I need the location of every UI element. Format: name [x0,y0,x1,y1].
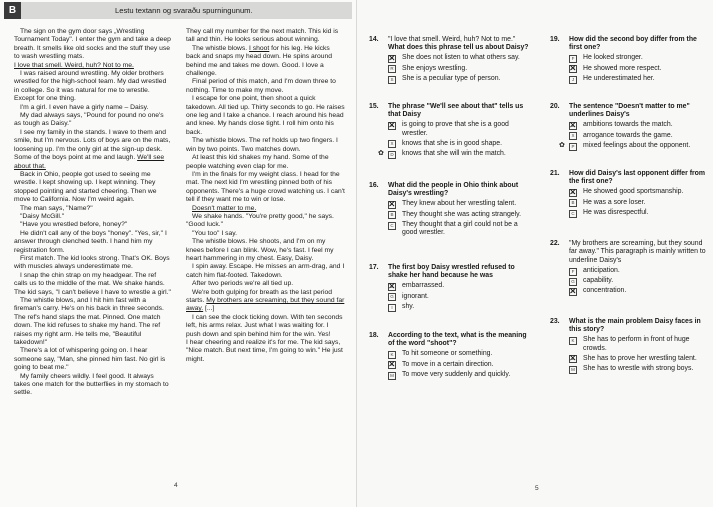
answer-option[interactable] [550,287,710,296]
question-number: 22. [550,240,560,247]
question-19 [550,36,710,84]
paragraph-text: I can see the clock ticking down. With ten seconds left, his arms relax. Just what I was waiting for. I push down and spin behind him for the win. Yes! [186,313,343,338]
option-text: She does not listen to what others say. [402,54,520,62]
question-text [569,318,710,335]
question-21 [550,170,710,218]
story-paragraph [14,62,171,70]
answer-option[interactable] [550,54,710,63]
question-text [388,264,529,281]
checked-checkbox[interactable]: A ✕ [388,201,396,209]
option-text: He showed good sportsmanship. [583,188,684,196]
answer-option[interactable] [369,65,529,74]
option-text: He was disrespectful. [583,208,649,216]
underlined-phrase: I shoot [249,44,270,52]
story-column-1 [14,28,171,398]
question-header [550,240,710,265]
checkbox[interactable]: S [388,76,396,84]
checked-checkbox[interactable]: H ✕ [569,65,577,73]
question-stem: The sentence "Doesn't matter to me" underlines Daisy's [569,103,690,119]
checked-checkbox[interactable]: K ✕ [569,189,577,197]
question-stem: How did Daisy's last opponent differ from the first one? [569,170,706,186]
story-paragraph [186,78,345,95]
story-paragraph [14,347,171,372]
underlined-phrase: We'll see about that. [14,154,165,170]
question-number: 19. [550,36,560,43]
question-text [388,332,529,349]
option-text: shy. [402,302,415,310]
question-text [569,103,710,120]
paragraph-text: "Daisy McGill." [20,212,65,220]
option-text: She has to prove her wrestling talent. [583,354,697,362]
checkbox[interactable]: B [569,199,577,207]
section-badge: B [4,2,21,19]
story-paragraph [14,297,171,347]
story-paragraph [14,28,171,62]
answer-option[interactable] [369,54,529,63]
checkbox[interactable]: F [569,268,577,276]
paragraph-text: They call my number for the next match. This kid is tall and thin. He looks serious about winning. [186,28,339,44]
checked-checkbox[interactable]: X ✕ [388,122,396,130]
story-paragraph [14,205,171,213]
option-text: capability. [583,277,614,285]
paragraph-text: [...] [203,305,215,313]
story-paragraph [186,263,345,280]
story-paragraph [186,45,345,79]
option-text: anticipation. [583,266,620,274]
paragraph-text: After two periods we're all tied up. [192,280,294,288]
story-paragraph [14,230,171,255]
question-number: 17. [369,264,379,271]
answer-option[interactable] [369,75,529,84]
answer-option[interactable] [369,200,529,209]
option-text: knows that she is in good shape. [402,139,502,147]
story-paragraph [14,255,171,272]
answer-option[interactable] [550,75,710,84]
option-text: He showed more respect. [583,64,662,72]
question-stem: The phrase "We'll see about that" tells us that Daisy [388,103,524,119]
question-20 [550,103,710,151]
question-stem: The first boy Daisy wrestled refused to shake her hand because he was [388,264,515,280]
answer-option[interactable] [369,303,529,312]
option-text: To hit someone or something. [402,350,493,358]
option-text: She has to wrestle with strong boys. [583,364,694,372]
underlined-phrase: My brothers are screaming, but they sound far away. [186,297,345,313]
question-text [388,103,529,120]
story-paragraph [186,280,345,288]
checkbox[interactable]: M [569,366,577,374]
checkbox[interactable]: K [388,351,396,359]
story-paragraph [14,272,171,297]
checkbox[interactable]: P [569,143,577,151]
option-text: ambitions towards the match. [583,121,673,129]
story-paragraph [14,171,171,205]
story-paragraph [186,205,345,213]
story-paragraph [186,230,345,238]
story-paragraph [14,373,171,398]
answer-option[interactable] [369,221,529,238]
question-stem: "I love that smell. Weird, huh? Not to me." [388,36,516,43]
question-number: 23. [550,318,560,325]
question-subtext: What does this phrase tell us about Daisy? [388,44,529,52]
answer-option[interactable] [550,209,710,218]
paragraph-text: There's a lot of whispering going on. I hear someone say, "Man, she pinned him fast. No girl is going to beat me." [14,347,166,372]
paragraph-text: The whistle blows. He shoots, and I'm on my knees before I can blink. Wow, he's fast. I feel my heart hammering in my chest. Easy, Daisy. [186,238,334,262]
question-stem: How did the second boy differ from the first one? [569,36,697,52]
paragraph-text: The whistle blows. [192,44,250,52]
question-header [369,332,529,349]
paragraph-text: "You too" I say. [192,229,237,237]
question-header [369,36,529,53]
paragraph-text: We shake hands. "You're pretty good," he says. "Good luck." [186,212,334,229]
checkbox[interactable]: R [388,65,396,73]
question-text [388,182,529,199]
question-header [550,36,710,53]
paragraph-text: He didn't call any of the boys "honey". "Yes, sir," I answer through clenched teeth. I hand him my registration form. [14,229,167,254]
story-paragraph [14,104,171,112]
paragraph-text: The man says, "Name?" [20,204,93,212]
question-header [369,103,529,120]
story-paragraph [14,112,171,129]
answer-option[interactable] [369,293,529,302]
question-text [569,240,710,265]
paragraph-text: The whistle blows, and I hit him fast with a fireman's carry. He's on his back in three seconds. The ref's hand slaps the mat. Pinned. One match down. The kid refuses to shake my hand. The ref raises my right arm. He tells me, "Beautiful takedown!" [14,297,164,347]
checked-checkbox[interactable]: E ✕ [388,283,396,291]
option-text: mixed feelings about the opponent. [583,141,691,149]
paragraph-text: I was raised around wrestling. My older brothers wrestled for the high-school team. My dad wrestled in college. So it was natural for me to wrestle. Except for one thing. [14,70,167,103]
question-stem: According to the text, what is the meaning of the word "shoot"? [388,332,527,348]
paragraph-text: I hear cheering and realize it's for me. The kid says, "Nice match. But next time, I'm going to win." He just might. [186,339,343,363]
checked-checkbox[interactable]: P ✕ [388,55,396,63]
answer-option[interactable] [550,65,710,74]
question-22 [550,240,710,296]
answer-option[interactable] [369,282,529,291]
answer-option[interactable] [550,142,710,151]
underlined-phrase: Doesn't matter to me. [192,204,257,212]
answer-option[interactable] [369,121,529,138]
option-text: embarrassed. [402,282,445,290]
option-text: She enjoys wrestling. [402,64,468,72]
story-paragraph [186,339,345,364]
answer-option[interactable] [369,371,529,380]
checkbox[interactable]: J [569,76,577,84]
checked-checkbox[interactable]: L ✕ [569,355,577,363]
option-text: arrogance towards the game. [583,131,673,139]
question-number: 14. [369,36,379,43]
paragraph-text: I spin away. Escape. He misses an arm-drag, and I catch him flat-footed. Takedown. [186,263,345,279]
paragraph-text: for his leg. He kicks back and snaps my head down. He spins around behind me and takes me down. Good. I love a challenge. [186,44,332,78]
flower-mark-icon: ✿ [559,141,565,149]
answer-option[interactable] [550,365,710,374]
story-paragraph [186,137,345,154]
question-text [569,36,710,53]
paragraph-text: The sign on the gym door says „Wrestling Tournament Today". I enter the gym and take a deep breath. It smells like old socks and the stuff they use to wash wrestling mats. [14,28,171,61]
story-paragraph [186,95,345,137]
option-text: concentration. [583,287,627,295]
question-17 [369,264,529,312]
paragraph-text: I escape for one point, then shoot a quick takedown. All tied up. Thirty seconds to go. He raises one leg and I take a chance. I reach around his head and knee. My hands close tight. I roll him onto his back. [186,95,345,136]
question-number: 16. [369,182,379,189]
question-header [369,182,529,199]
paragraph-text: My dad always says, "Pound for pound no one's as tough as Daisy." [14,112,164,128]
question-18 [369,332,529,380]
question-header [550,318,710,335]
story-paragraph [186,171,345,205]
story-paragraph [14,213,171,221]
right-page [356,0,713,507]
paragraph-text: At least this kid shakes my hand. Some of the people watching even clap for me. [186,154,329,170]
story-paragraph [186,289,345,314]
question-23 [550,318,710,374]
paragraph-text: We're both gulping for breath as the last period starts. [186,288,332,304]
option-text: She has to perform in front of huge crowds. [583,336,690,352]
question-number: 15. [369,103,379,110]
checkbox[interactable]: B [388,211,396,219]
option-text: They thought she was acting strangely. [402,210,521,218]
page-number-right: 5 [535,485,539,492]
option-text: They knew about her wrestling talent. [402,200,517,208]
answer-option[interactable] [369,361,529,370]
checked-checkbox[interactable]: H ✕ [569,288,577,296]
paragraph-text: Back in Ohio, people got used to seeing me wrestle. I kept showing up. I kept winning. They stopped pointing and started cheering. Then we move to California. Now I'm weird again. [14,170,157,204]
checkbox[interactable]: G [388,293,396,301]
story-paragraph [186,238,345,263]
story-column-2 [186,28,345,364]
question-14 [369,36,529,84]
paragraph-text: The whistle blows. The ref holds up two fingers. I win by two points. Two matches down. [186,137,338,153]
question-number: 18. [369,332,379,339]
paragraph-text: I snap the chin strap on my headgear. The ref calls us to the middle of the mat. We shake hands. The kid says, "I can't believe I have to wrestle a girl." [14,271,171,296]
story-paragraph [186,314,345,339]
answer-option[interactable] [550,188,710,197]
checked-checkbox[interactable]: K ✕ [388,361,396,369]
question-stem: What is the main problem Daisy faces in this story? [569,318,701,334]
answer-option[interactable] [550,336,710,353]
paragraph-text: "Have you wrestled before, honey?" [20,221,128,229]
section-instruction: Lestu textann og svaraðu spurningunum. [115,6,253,15]
page-number-left: 4 [174,482,178,489]
checked-checkbox[interactable]: L ✕ [569,122,577,130]
left-page [0,0,356,507]
option-text: To move very suddenly and quickly. [402,370,511,378]
checkbox[interactable]: K [569,337,577,345]
checkbox[interactable]: X [569,132,577,140]
checkbox[interactable]: F [569,55,577,63]
checkbox[interactable]: X [388,140,396,148]
flower-mark-icon: ✿ [378,149,384,157]
checkbox[interactable]: G [569,278,577,286]
option-text: They thought that a girl could not be a good wrestler. [402,220,518,237]
paragraph-text: My family cheers wildly. I feel good. It always takes one match for the butterflies in my stomach to settle. [14,372,169,397]
answer-option[interactable] [550,199,710,208]
question-number: 20. [550,103,560,110]
question-stem: What did the people in Ohio think about Daisy's wrestling? [388,182,519,198]
option-text: ignorant. [402,292,429,300]
answer-option[interactable] [550,355,710,364]
question-15 [369,103,529,159]
answer-option[interactable] [550,121,710,130]
question-header [550,170,710,187]
answer-option[interactable] [550,267,710,276]
question-header [369,264,529,281]
story-paragraph [186,213,345,230]
underlined-phrase: I love that smell. Weird, huh? Not to me. [14,61,134,69]
option-text: knows that she will win the match. [402,149,506,157]
story-paragraph [14,70,171,104]
story-paragraph [14,129,171,171]
answer-option[interactable] [550,277,710,286]
checkbox[interactable]: I [388,304,396,312]
option-text: is going to prove that she is a good wrestler. [402,121,509,137]
option-text: To move in a certain direction. [402,360,494,368]
checkbox[interactable]: M [388,372,396,380]
option-text: He looked stronger. [583,54,643,62]
question-16 [369,182,529,238]
answer-option[interactable] [369,211,529,220]
paragraph-text: I'm in the finals for my weight class. I head for the mat. The next kid I'm wrestling pinned both of his opponents. There's a huge crowd watching us. I can't tell if they want me to win or lose. [186,170,345,204]
question-header [550,103,710,120]
option-text: He underestimated her. [583,74,655,82]
question-number: 21. [550,170,560,177]
checkbox[interactable]: D [388,151,396,159]
question-text [569,170,710,187]
paragraph-text: I see my family in the stands. I wave to them and smile, but I'm nervous. Lots of boys are on the mats, loosening up. I'm the only girl at the sign-up desk. Some of the boys point at me and laugh. [14,128,171,162]
answer-option[interactable] [369,150,529,159]
question-stem: "My brothers are screaming, but they sound far away." This paragraph is mainly written to underline Daisy's [569,240,706,264]
answer-option[interactable] [550,132,710,141]
paragraph-text: Final period of this match, and I'm down three to nothing. Time to make my move. [186,78,336,94]
checkbox[interactable]: C [388,222,396,230]
story-paragraph [186,154,345,171]
paragraph-text: I'm a girl. I even have a girly name – Daisy. [20,103,149,111]
answer-option[interactable] [369,350,529,359]
story-paragraph [186,28,345,45]
paragraph-text: First match. The kid looks strong. That's OK. Boys with muscles always underestimate me. [14,254,170,271]
checkbox[interactable]: C [569,210,577,218]
question-text [388,36,529,53]
answer-option[interactable] [369,140,529,149]
option-text: She is a peculiar type of person. [402,74,501,82]
option-text: He was a sore loser. [583,198,646,206]
story-paragraph [14,221,171,229]
